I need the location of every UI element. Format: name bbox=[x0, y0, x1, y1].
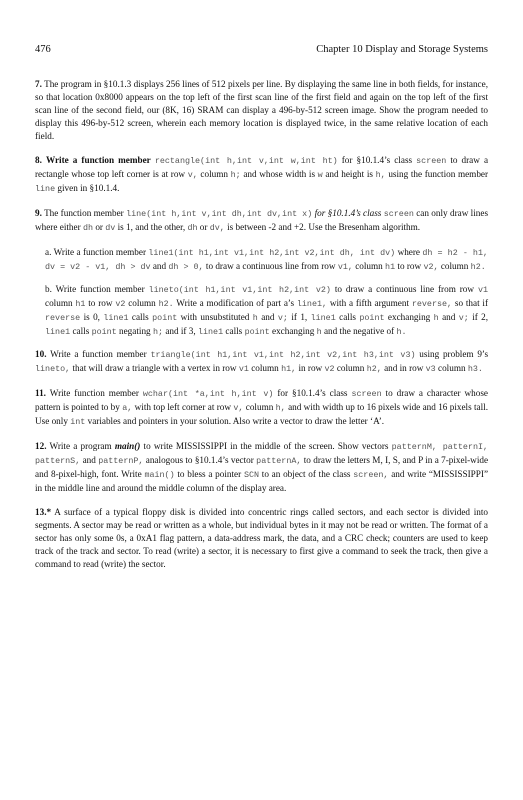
problem-text: with top left corner at row bbox=[134, 402, 231, 412]
problem-text: column bbox=[438, 363, 466, 373]
problem-10 bbox=[35, 348, 488, 376]
problem-text: using problem 9’s bbox=[419, 349, 489, 359]
subpart-label: b. bbox=[45, 284, 52, 294]
code-span: h3. bbox=[467, 364, 483, 374]
problem-text: Write a modification of part a’s bbox=[176, 298, 295, 308]
problem-11 bbox=[35, 387, 488, 429]
problem-text: in row bbox=[298, 363, 323, 373]
code-span: v2 bbox=[324, 364, 335, 374]
code-span: wchar(int *a,int h,int v) bbox=[142, 389, 274, 399]
code-span: a, bbox=[122, 403, 133, 413]
problem-text: to draw a continuous line from row bbox=[205, 261, 336, 271]
code-span: line1(int h1,int v1,int h2,int v2,int dh, int dv) bbox=[148, 248, 396, 258]
problem-text: is between -2 and +2. Use the Bresenham algorithm. bbox=[227, 222, 421, 232]
problem-text: Write a program bbox=[49, 441, 112, 451]
code-span: h; bbox=[152, 327, 164, 337]
problem-text: if 1, bbox=[291, 312, 308, 322]
problem-text: column bbox=[245, 402, 274, 412]
problem-9 bbox=[35, 207, 488, 235]
code-span: triangle(int h1,int v1,int h2,int v2,int h3,int v3) bbox=[150, 350, 416, 360]
problem-text: calls bbox=[339, 312, 356, 322]
code-span: line1 bbox=[45, 327, 71, 337]
problem-text: calls bbox=[131, 312, 149, 322]
code-span: h; bbox=[230, 170, 241, 180]
page-number: 476 bbox=[35, 44, 51, 55]
code-span: dh bbox=[82, 223, 94, 233]
problem-text: to write MISSISSIPPI in the middle of the screen. Show vectors bbox=[143, 441, 389, 451]
problem-text: is 0, bbox=[83, 312, 100, 322]
problem-text: calls bbox=[72, 326, 90, 336]
code-span: point bbox=[91, 327, 117, 337]
code-span: dh bbox=[187, 223, 198, 233]
code-span: screen, bbox=[353, 470, 389, 480]
problem-text: calls bbox=[225, 326, 243, 336]
problem-text: analogous to §10.1.4’s vector bbox=[145, 455, 254, 465]
problem-text: Write a function member bbox=[53, 247, 147, 257]
problem-text: is 1, and the other, bbox=[117, 222, 186, 232]
code-span: lineto, bbox=[35, 364, 71, 374]
code-span: h1, bbox=[281, 364, 297, 374]
problem-text: column bbox=[440, 261, 469, 271]
code-span: patternM, patternI, patternS, bbox=[35, 442, 489, 466]
problem-text: The function member bbox=[44, 208, 124, 218]
code-span: line(int h,int v,int dh,int dv,int x) bbox=[126, 209, 313, 219]
code-span: v1 bbox=[477, 285, 489, 295]
problem-text: using the function member bbox=[388, 169, 489, 179]
problem-7 bbox=[35, 78, 488, 143]
problem-number: 12. bbox=[35, 441, 47, 451]
problem-text: Write a function member bbox=[45, 155, 151, 165]
problem-text: to row bbox=[88, 298, 113, 308]
problem-text: column bbox=[336, 363, 365, 373]
code-span: dv bbox=[105, 223, 116, 233]
problem-text: can only draw lines where either bbox=[35, 208, 489, 232]
problem-12 bbox=[35, 440, 488, 495]
problem-text: exchanging bbox=[387, 312, 431, 322]
problem-text: and bbox=[442, 312, 456, 322]
code-span: h bbox=[433, 313, 439, 323]
problem-text: and with width up to 16 pixels wide and 16 pixels tall. Use only bbox=[35, 402, 489, 426]
problem-text: for §10.1.4’s class bbox=[277, 388, 348, 398]
code-span: point bbox=[359, 313, 385, 323]
code-span: point bbox=[244, 327, 270, 337]
problem-text: for §10.1.4’s class bbox=[314, 208, 382, 218]
problem-text: Write function member bbox=[55, 284, 145, 294]
code-span: reverse, bbox=[411, 299, 453, 309]
code-span: dh = h2 - h1, dv = v2 - v1, dh > dv bbox=[45, 248, 489, 272]
code-span: v, bbox=[187, 170, 198, 180]
problem-text: negating bbox=[119, 326, 151, 336]
code-span: screen bbox=[351, 389, 382, 399]
code-span: dv, bbox=[209, 223, 225, 233]
code-span: lineto(int h1,int v1,int h2,int v2) bbox=[148, 285, 331, 295]
problem-text: and bbox=[261, 312, 275, 322]
problem-text: so that if bbox=[454, 298, 489, 308]
code-span: h1 bbox=[385, 262, 396, 272]
code-span: v2 bbox=[115, 299, 126, 309]
problem-text: column bbox=[200, 169, 228, 179]
code-span: v1, bbox=[337, 262, 353, 272]
code-span: patternA, bbox=[256, 456, 302, 466]
problem-9a bbox=[45, 246, 488, 274]
code-span: v1 bbox=[238, 364, 249, 374]
problem-text: and bbox=[152, 261, 167, 271]
chapter-title: Chapter 10 Display and Storage Systems bbox=[316, 44, 488, 55]
code-span: line1 bbox=[197, 327, 224, 337]
code-span: rectangle(int h,int v,int w,int ht) bbox=[154, 156, 338, 166]
problem-text: column bbox=[251, 363, 279, 373]
code-span: v; bbox=[277, 313, 288, 323]
code-span: dh > 0, bbox=[168, 262, 204, 272]
problem-number: 11. bbox=[35, 388, 46, 398]
code-span: line1, bbox=[296, 299, 328, 309]
problem-text: main() bbox=[114, 441, 141, 451]
problem-text: column bbox=[45, 298, 73, 308]
problem-number: 13.* bbox=[35, 507, 52, 517]
problem-text: to draw a continuous line from row bbox=[334, 284, 475, 294]
problem-text: where bbox=[397, 247, 421, 257]
problem-text: or bbox=[199, 222, 208, 232]
problem-text: The program in §10.1.3 displays 256 lines of 512 pixels per line. By displaying the same line in both fields, for instance, so that location 0x8000 appears on the top left of the first scan line of the first field and again on the top left of the first scan line of the second field, our (8K, 16) SRAM can display a 496-by-512 screen image. Show the program needed to display this 496-by-512 screen, wherein each memory location is displayed twice, in the same relative location of each field. bbox=[35, 79, 488, 141]
code-span: h, bbox=[375, 170, 386, 180]
problem-text: or bbox=[95, 222, 103, 232]
problem-text: and in row bbox=[384, 363, 424, 373]
problem-text: with unsubstituted bbox=[180, 312, 250, 322]
problem-text: and the negative of bbox=[323, 326, 395, 336]
problem-text: Write function member bbox=[49, 388, 139, 398]
code-span: h2, bbox=[366, 364, 382, 374]
problem-text: for §10.1.4’s class bbox=[341, 155, 413, 165]
problem-text: and height is bbox=[325, 169, 373, 179]
problem-8 bbox=[35, 154, 488, 196]
problem-text: variables and pointers in your solution. Also write a vector to draw the letter ‘A’. bbox=[87, 416, 385, 426]
problem-text: and write “MISSISSIPPI” in the middle line and around the middle column of the display area. bbox=[35, 469, 489, 493]
code-span: v2, bbox=[423, 262, 439, 272]
code-span: line bbox=[35, 184, 56, 194]
code-span: screen bbox=[416, 156, 447, 166]
problem-text: given in §10.1.4. bbox=[57, 183, 120, 193]
code-span: w bbox=[317, 170, 323, 180]
problem-text: to draw a rectangle whose top left corner is at row bbox=[35, 155, 489, 179]
problem-text: that will draw a triangle with a vertex in row bbox=[72, 363, 237, 373]
problem-text: with a fifth argument bbox=[329, 298, 410, 308]
problem-text: to draw the letters M, I, S, and P in a 7-pixel-wide and 8-pixel-high, font. Write bbox=[35, 455, 489, 479]
code-span: h1 bbox=[75, 299, 86, 309]
problem-text: column bbox=[128, 298, 156, 308]
code-span: screen bbox=[383, 209, 414, 219]
subpart-label: a. bbox=[45, 247, 52, 257]
problem-13 bbox=[35, 506, 488, 571]
problem-text: and if 3, bbox=[165, 326, 196, 336]
problem-number: 8. bbox=[35, 155, 42, 165]
problem-text: Write a function member bbox=[50, 349, 147, 359]
code-span: main() bbox=[144, 470, 175, 480]
code-span: h bbox=[316, 327, 322, 337]
problem-number: 9. bbox=[35, 208, 42, 218]
code-span: point bbox=[152, 313, 178, 323]
problem-text: to draw a character whose pattern is pointed to by bbox=[35, 388, 488, 412]
code-span: h bbox=[252, 313, 258, 323]
code-span: h. bbox=[396, 327, 407, 337]
code-span: line1 bbox=[103, 313, 129, 323]
code-span: v3 bbox=[425, 364, 436, 374]
code-span: patternP, bbox=[98, 456, 144, 466]
page-body bbox=[35, 78, 488, 582]
problem-text: to row bbox=[397, 261, 422, 271]
code-span: h2. bbox=[158, 299, 174, 309]
problem-number: 10. bbox=[35, 349, 47, 359]
problem-9b bbox=[45, 283, 488, 339]
code-span: h2. bbox=[470, 262, 486, 272]
code-span: reverse bbox=[45, 313, 81, 323]
problem-text: exchanging bbox=[272, 326, 315, 336]
problem-text: to bless a pointer bbox=[177, 469, 242, 479]
problem-text: and bbox=[82, 455, 96, 465]
problem-text: column bbox=[355, 261, 383, 271]
code-span: SCN bbox=[243, 470, 260, 480]
code-span: v; bbox=[458, 313, 469, 323]
problem-text: if 2, bbox=[472, 312, 489, 322]
problem-text: A surface of a typical floppy disk is divided into concentric rings called sectors, and each sector is divided into segments. A sector may be read or written as a whole, but individual bytes in it may not be read or written. The format of a sector has only some 0s, a 0xA1 flag pattern, a data-address mark, the data, and a CRC check; counters are used to keep track of the track and sector. To read (write) a sector, it is necessary to first give a command to seek the track, then give a command to read (write) the sector. bbox=[35, 507, 488, 569]
problem-text: to an object of the class bbox=[261, 469, 351, 479]
code-span: line1 bbox=[310, 313, 336, 323]
problem-text: and whose width is bbox=[243, 169, 316, 179]
problem-number: 7. bbox=[35, 79, 42, 89]
code-span: int bbox=[70, 417, 86, 427]
code-span: v, bbox=[233, 403, 244, 413]
code-span: h, bbox=[275, 403, 286, 413]
